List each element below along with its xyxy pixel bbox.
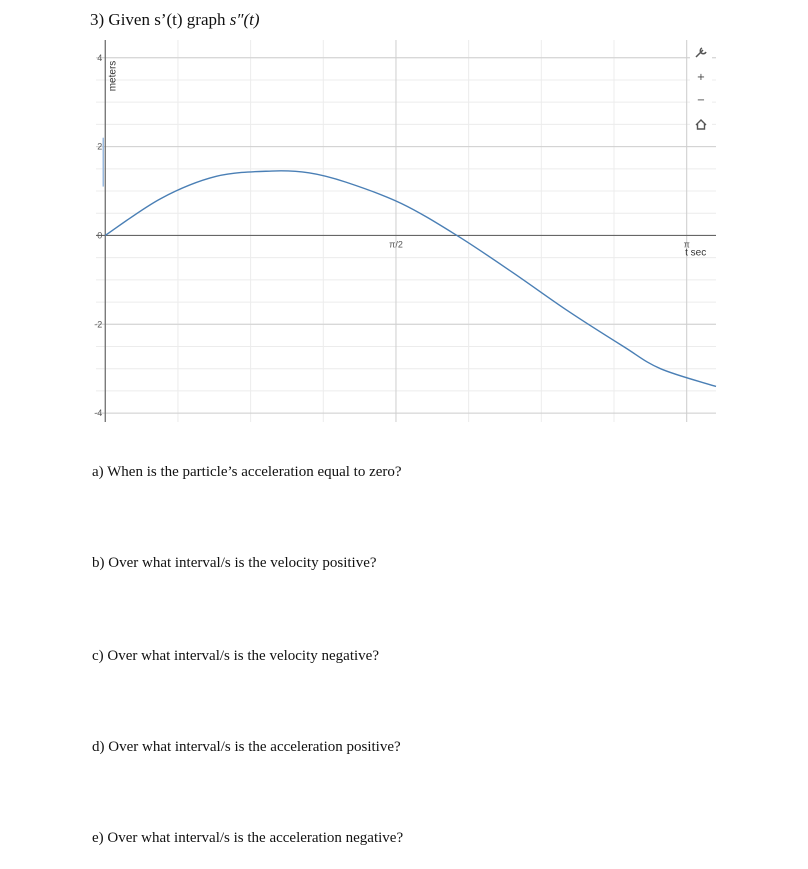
question-a: a) When is the particle’s acceleration equal to zero? [92,464,402,480]
chart-background [88,36,720,426]
minus-icon[interactable]: − [696,95,706,106]
chart-svg[interactable] [88,36,720,426]
y-tick-label: 0 [97,230,103,241]
y-tick-label: -2 [94,319,103,330]
y-tick-label: 2 [97,141,103,152]
title-function: s″(t) [229,10,260,29]
y-axis-label: meters [107,60,119,92]
question-c: c) Over what interval/s is the velocity negative? [92,648,379,664]
x-tick-label: π [683,239,690,250]
home-button-bg[interactable] [690,114,712,134]
problem-title [90,10,260,30]
y-tick-label: -4 [94,408,103,419]
x-tick-label: π/2 [389,239,403,250]
home-button[interactable] [690,114,712,134]
question-d: d) Over what interval/s is the acceleration positive? [92,739,401,755]
question-b: b) Over what interval/s is the velocity positive? [92,555,377,571]
x-axis-label: t sec [685,247,707,259]
wrench-button[interactable] [690,42,712,62]
title-prefix: 3) Given s’(t) graph [90,10,230,29]
zoom-out-button[interactable] [690,89,712,109]
plus-icon[interactable]: + [696,72,706,83]
y-tick-label: 4 [97,52,103,63]
zoom-in-button[interactable] [690,66,712,86]
graph-area[interactable] [88,36,720,426]
question-e: e) Over what interval/s is the acceleration negative? [92,830,404,846]
